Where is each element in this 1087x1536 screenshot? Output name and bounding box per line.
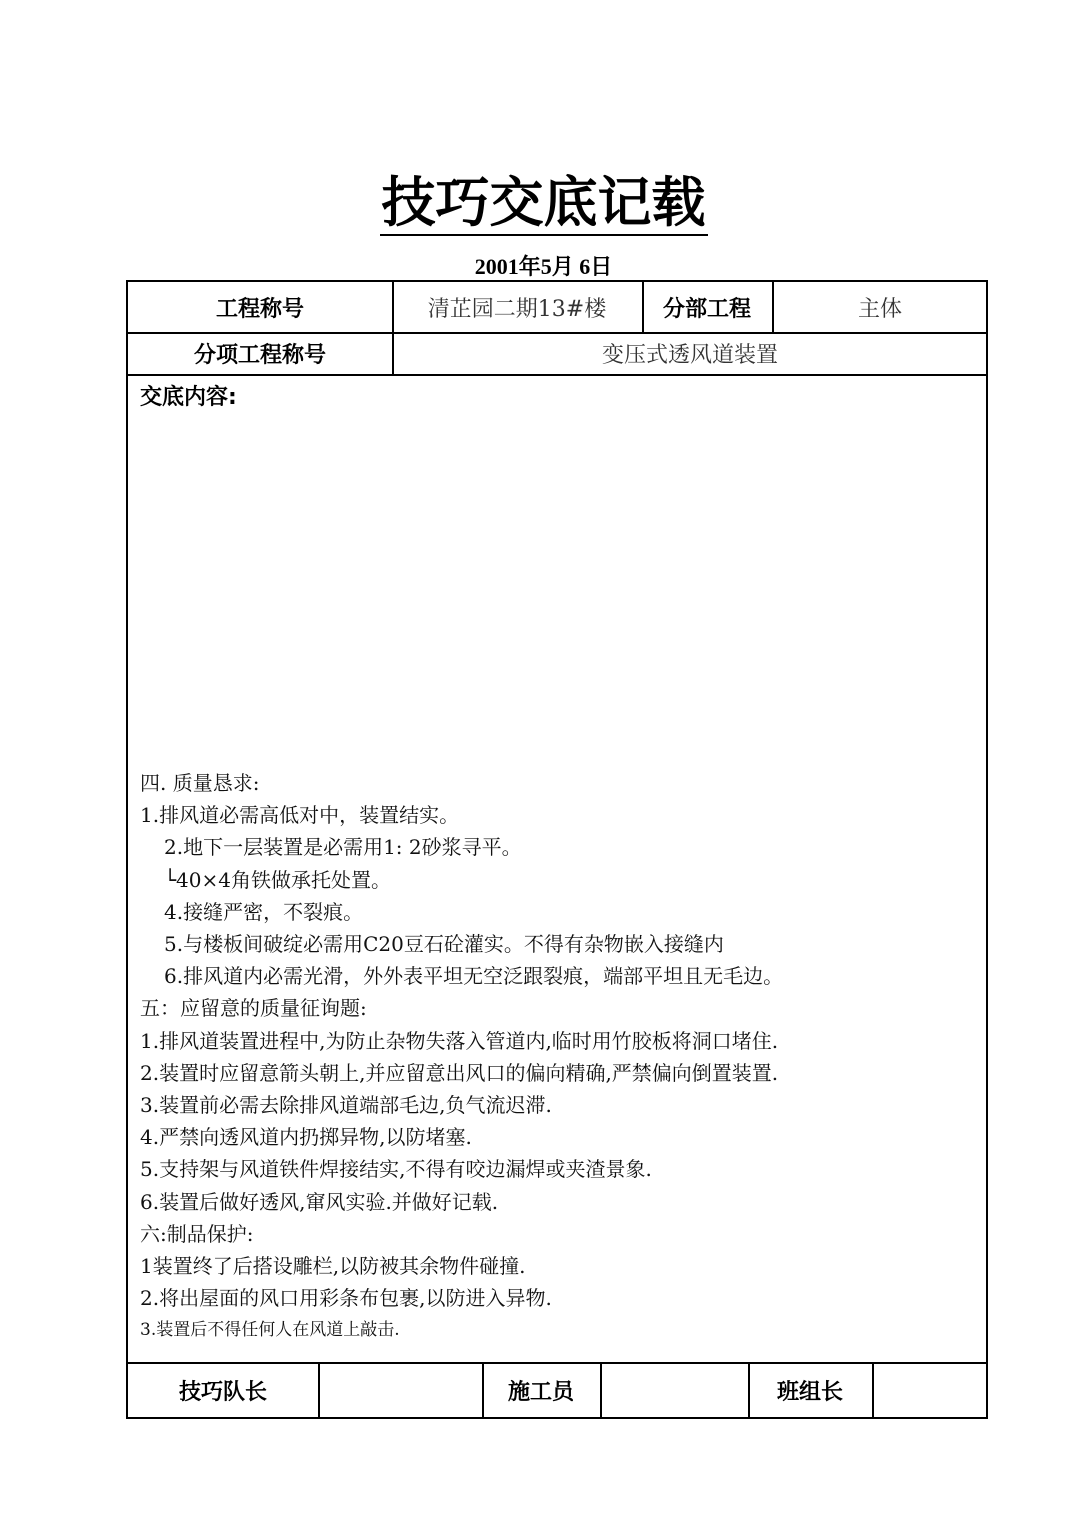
content-line: 四. 质量恳求: bbox=[140, 771, 260, 795]
subitem-value: 变压式透风道装置 bbox=[601, 342, 778, 368]
subitem-label: 分项工程称号 bbox=[193, 342, 326, 368]
content-line: 五：应留意的质量征询题: bbox=[140, 996, 367, 1021]
content-line: 4.接缝严密，不裂痕。 bbox=[164, 899, 364, 924]
content-line: 3.装置后不得任何人在风道上敲击. bbox=[140, 1320, 400, 1341]
content-line: 3.装置前必需去除排风道端部毛边,负气流迟滞. bbox=[140, 1093, 552, 1118]
project-name-label: 工程称号 bbox=[215, 296, 304, 322]
content-line: 2.将出屋面的风口用彩条布包裹,以防进入异物. bbox=[140, 1286, 552, 1311]
document-title bbox=[0, 168, 1087, 238]
division-label: 分部工程 bbox=[662, 296, 751, 322]
document-title-text: 技巧交底记载 bbox=[381, 171, 706, 234]
builder-label: 施工员 bbox=[507, 1380, 574, 1405]
tech-lead-label: 技巧队长 bbox=[178, 1380, 267, 1405]
tech-lead-signature-field[interactable] bbox=[318, 1362, 482, 1419]
team-lead-label: 班组长 bbox=[776, 1380, 843, 1405]
content-line: 2.地下一层装置是必需用1: 2砂浆寻平。 bbox=[164, 835, 522, 860]
content-body bbox=[140, 767, 980, 1347]
division-value: 主体 bbox=[857, 296, 902, 322]
document-date: 2001年5月 6日 bbox=[474, 254, 613, 279]
content-line: 4.严禁向透风道内扔掷异物,以防堵塞. bbox=[140, 1125, 472, 1150]
record-table bbox=[126, 280, 988, 1419]
content-line: 5.支持架与风道铁件焊接结实,不得有咬边漏焊或夹渣景象. bbox=[140, 1157, 652, 1182]
content-line: 6.装置后做好透风,窜风实验.并做好记载. bbox=[140, 1189, 499, 1214]
row-divider bbox=[128, 374, 986, 376]
project-name-value: 清芷园二期13#楼 bbox=[427, 296, 607, 322]
content-line: 1装置终了后搭设雕栏,以防被其余物件碰撞. bbox=[140, 1254, 526, 1279]
content-line: 2.装置时应留意箭头朝上,并应留意出风口的偏向精确,严禁偏向倒置装置. bbox=[140, 1060, 779, 1085]
content-line: 6.排风道内必需光滑，外外表平坦无空泛跟裂痕，端部平坦且无毛边。 bbox=[164, 964, 784, 989]
content-line: 六:制品保护: bbox=[140, 1221, 254, 1246]
content-label: 交底内容: bbox=[140, 385, 237, 410]
content-line: └40×4角铁做承托处置。 bbox=[164, 867, 391, 892]
content-line: 1.排风道装置进程中,为防止杂物失落入管道内,临时用竹胶板将洞口堵住. bbox=[140, 1028, 779, 1053]
content-line: 5.与楼板间破绽必需用C20豆石砼灌实。不得有杂物嵌入接缝内 bbox=[164, 932, 724, 957]
team-lead-signature-field[interactable] bbox=[872, 1362, 988, 1419]
content-line: 1.排风道必需高低对中，装置结实。 bbox=[140, 803, 460, 828]
builder-signature-field[interactable] bbox=[600, 1362, 748, 1419]
